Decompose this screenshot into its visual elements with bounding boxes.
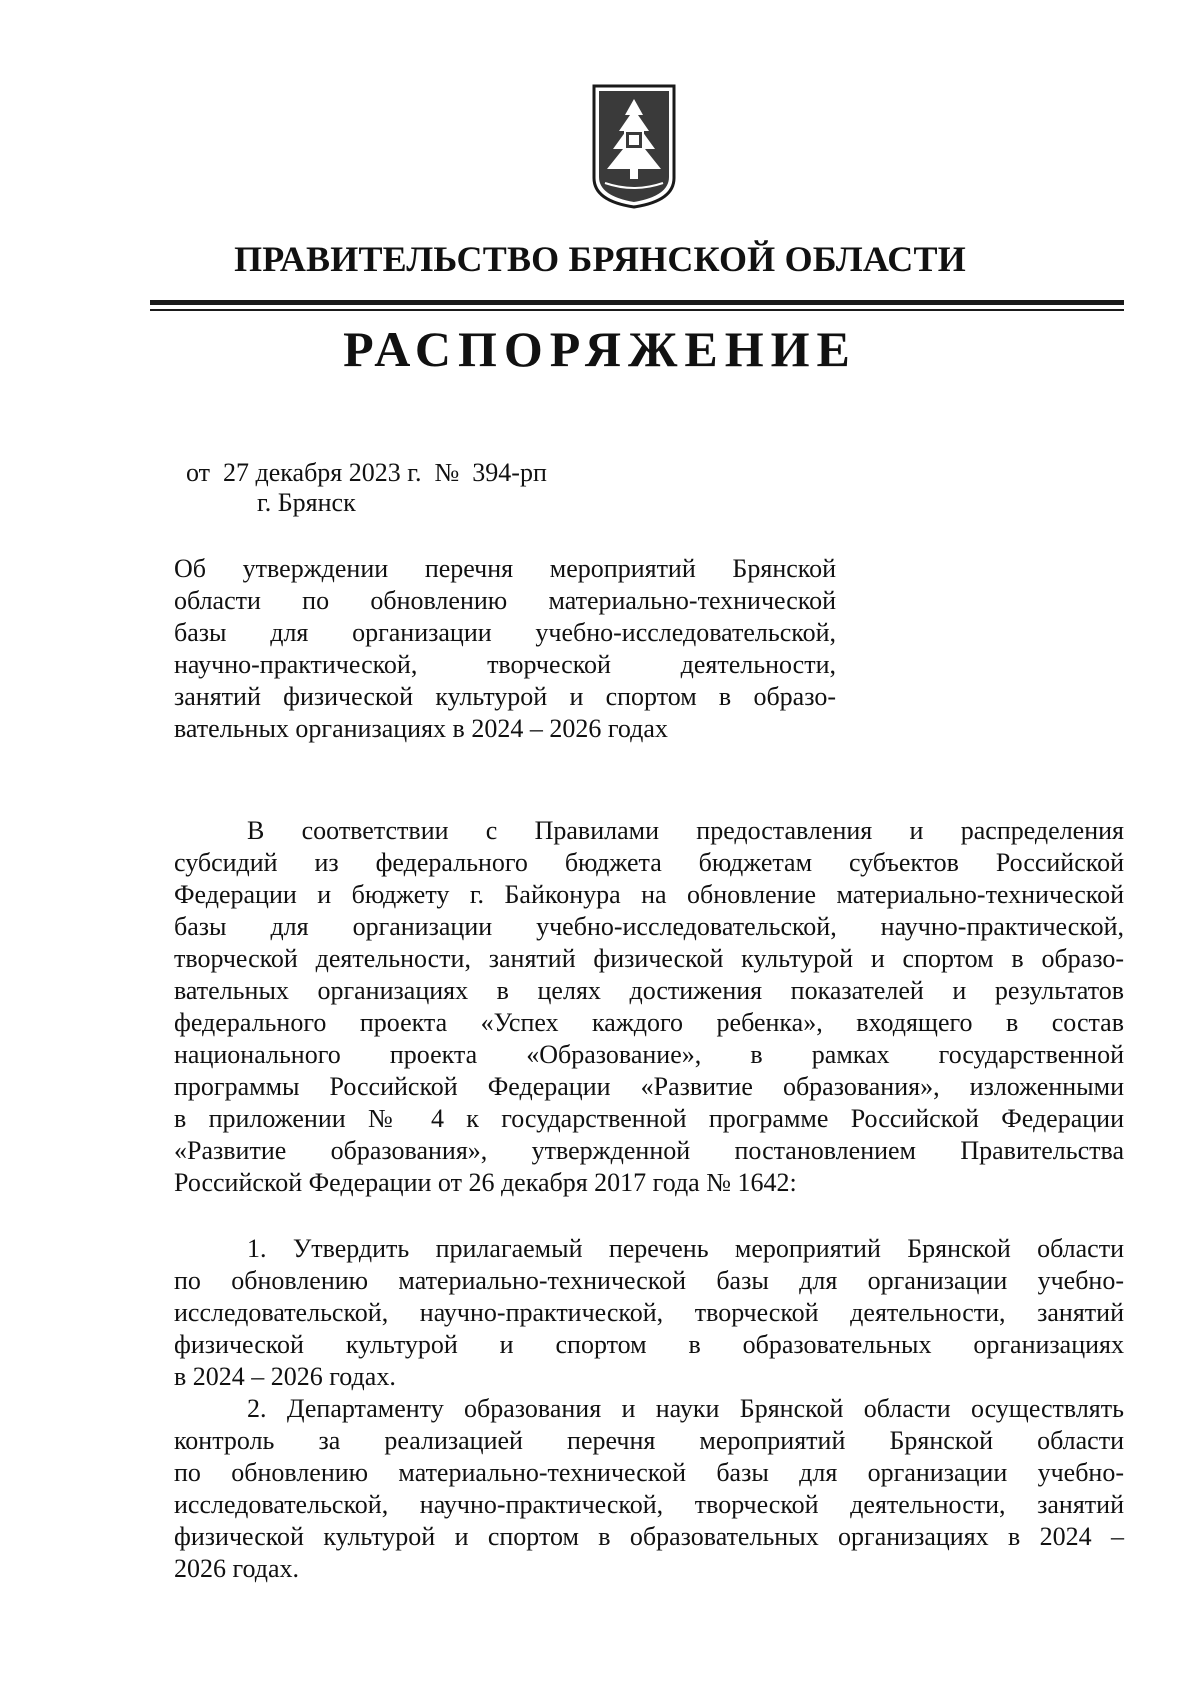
paragraph-line: физической культурой и спортом в образовательных организациях <box>174 1330 1124 1359</box>
coat-of-arms-icon <box>591 83 677 210</box>
paragraph-line: базы для организации учебно-исследовательской, научно-практической, <box>174 912 1124 941</box>
preamble-paragraph <box>174 815 1124 1199</box>
paragraph-line: национального проекта «Образование», в рамках государственной <box>174 1040 1124 1069</box>
document-subject <box>174 553 836 745</box>
paragraph-line: субсидий из федерального бюджета бюджетам субъектов Российской <box>174 848 1124 877</box>
paragraph-line: исследовательской, научно-практической, творческой деятельности, занятий <box>174 1490 1124 1519</box>
subject-line: области по обновлению материально-технической <box>174 586 836 615</box>
paragraph-line: контроль за реализацией перечня мероприятий Брянской области <box>174 1426 1124 1455</box>
paragraph-line: по обновлению материально-технической базы для организации учебно- <box>174 1266 1124 1295</box>
document-city: г. Брянск <box>257 488 356 517</box>
paragraph-line: исследовательской, научно-практической, творческой деятельности, занятий <box>174 1298 1124 1327</box>
subject-line: научно-практической, творческой деятельности, <box>174 650 836 679</box>
paragraph-line: «Развитие образования», утвержденной постановлением Правительства <box>174 1136 1124 1165</box>
paragraph-line: 1. Утвердить прилагаемый перечень мероприятий Брянской области <box>247 1234 1124 1263</box>
resolution-item-1 <box>174 1233 1124 1393</box>
paragraph-line: по обновлению материально-технической базы для организации учебно- <box>174 1458 1124 1487</box>
paragraph-line: В соответствии с Правилами предоставления и распределения <box>247 816 1124 845</box>
subject-line: занятий физической культурой и спортом в образо- <box>174 682 836 711</box>
paragraph-line: федерального проекта «Успех каждого ребенка», входящего в состав <box>174 1008 1124 1037</box>
paragraph-line: Федерации и бюджету г. Байконура на обновление материально-технической <box>174 880 1124 909</box>
subject-line: вательных организациях в 2024 – 2026 годах <box>174 714 668 743</box>
subject-line: базы для организации учебно-исследовательской, <box>174 618 836 647</box>
paragraph-line: 2026 годах. <box>174 1554 300 1583</box>
paragraph-line: в 2024 – 2026 годах. <box>174 1362 396 1391</box>
document-type-title: РАСПОРЯЖЕНИЕ <box>343 321 857 377</box>
header-rule-thick <box>150 300 1124 305</box>
subject-line: Об утверждении перечня мероприятий Брянской <box>174 554 836 583</box>
government-title: ПРАВИТЕЛЬСТВО БРЯНСКОЙ ОБЛАСТИ <box>234 239 966 279</box>
paragraph-line: Российской Федерации от 26 декабря 2017 года № 1642: <box>174 1168 797 1197</box>
document-date-number: от 27 декабря 2023 г. № 394-рп <box>186 458 547 487</box>
resolution-item-2 <box>174 1393 1124 1585</box>
header-rule-thin <box>150 309 1124 311</box>
paragraph-line: программы Российской Федерации «Развитие образования», изложенными <box>174 1072 1124 1101</box>
paragraph-line: вательных организациях в целях достижения показателей и результатов <box>174 976 1124 1005</box>
paragraph-line: творческой деятельности, занятий физической культурой и спортом в образо- <box>174 944 1124 973</box>
paragraph-line: в приложении № 4 к государственной программе Российской Федерации <box>174 1104 1124 1133</box>
paragraph-line: физической культурой и спортом в образовательных организациях в 2024 – <box>174 1522 1124 1551</box>
paragraph-line: 2. Департаменту образования и науки Брянской области осуществлять <box>247 1394 1124 1423</box>
